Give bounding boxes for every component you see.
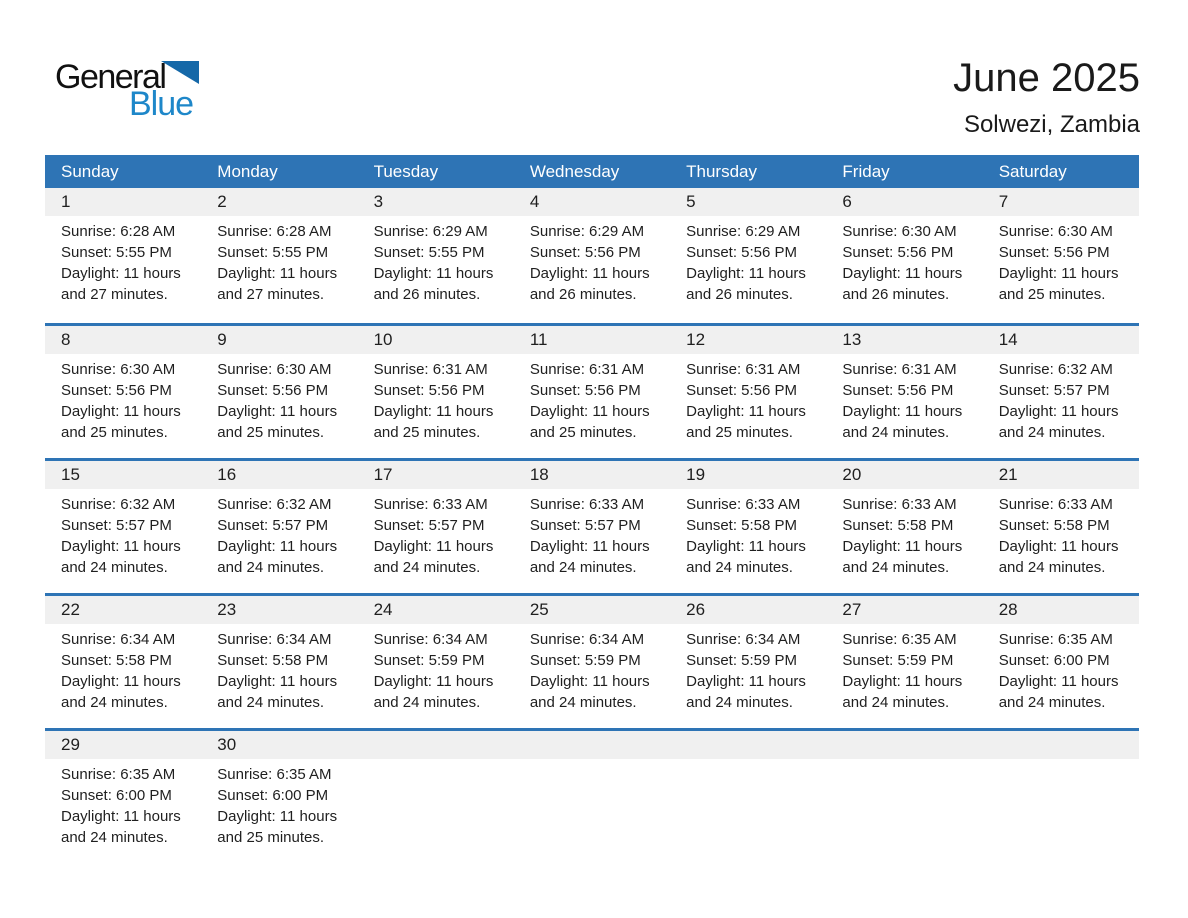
day-number-band	[358, 731, 514, 759]
day-cell-11	[514, 326, 670, 458]
day-info	[514, 624, 670, 713]
daylight-text: Daylight: 11 hours	[373, 403, 494, 420]
day-info	[670, 354, 826, 443]
day-number-band	[45, 596, 201, 624]
sunset-text: Sunset: 5:55 PM	[217, 244, 329, 261]
day-number: 4	[529, 192, 540, 211]
day-number-band	[514, 461, 670, 489]
daylight-text: Daylight: 11 hours	[998, 673, 1119, 690]
day-number: 27	[842, 600, 862, 619]
day-number-band	[45, 326, 201, 354]
daylight-text: Daylight: 11 hours	[998, 538, 1119, 555]
weekday-header-friday: Friday	[842, 161, 890, 181]
day-cell-5	[670, 188, 826, 323]
daylight-text: Daylight: 11 hours	[217, 673, 338, 690]
daylight-text-cont: and 24 minutes.	[373, 694, 481, 711]
day-number-band	[826, 596, 982, 624]
sunset-text: Sunset: 5:57 PM	[529, 517, 641, 534]
daylight-text: Daylight: 11 hours	[686, 538, 806, 555]
day-number-band	[201, 326, 357, 354]
blue-triangle-icon	[161, 61, 199, 84]
day-cell-7	[983, 188, 1139, 323]
daylight-text-cont: and 26 minutes.	[373, 286, 481, 303]
day-cell-6	[826, 188, 982, 323]
sunrise-text: Sunrise: 6:35 AM	[217, 766, 332, 783]
week-row-4	[45, 593, 1139, 728]
day-number-band	[670, 326, 826, 354]
page-header	[0, 0, 1188, 155]
sunrise-text: Sunrise: 6:31 AM	[842, 361, 957, 378]
daylight-text: Daylight: 11 hours	[373, 538, 494, 555]
daylight-text-cont: and 24 minutes.	[61, 829, 168, 846]
sunset-text: Sunset: 5:58 PM	[998, 517, 1110, 534]
sunset-text: Sunset: 6:00 PM	[61, 787, 172, 804]
weekday-header-thursday: Thursday	[686, 161, 758, 181]
daylight-text-cont: and 24 minutes.	[529, 559, 637, 576]
daylight-text: Daylight: 11 hours	[686, 403, 806, 420]
day-number: 17	[373, 465, 393, 484]
day-info	[201, 624, 357, 713]
sunrise-text: Sunrise: 6:29 AM	[686, 223, 801, 240]
day-cell-29	[45, 731, 201, 863]
daylight-text-cont: and 24 minutes.	[217, 694, 325, 711]
daylight-text-cont: and 27 minutes.	[61, 286, 168, 303]
sunrise-text: Sunrise: 6:34 AM	[373, 631, 488, 648]
day-number-band	[670, 461, 826, 489]
day-number-band	[826, 461, 982, 489]
weekday-header-tuesday: Tuesday	[373, 161, 439, 181]
daylight-text: Daylight: 11 hours	[529, 538, 650, 555]
sunrise-text: Sunrise: 6:30 AM	[217, 361, 332, 378]
day-number-band	[983, 731, 1139, 759]
day-number-band	[358, 326, 514, 354]
day-info	[201, 216, 357, 305]
daylight-text-cont: and 25 minutes.	[217, 424, 325, 441]
day-cell-20	[826, 461, 982, 593]
daylight-text: Daylight: 11 hours	[61, 265, 181, 282]
day-cell-22	[45, 596, 201, 728]
day-number-band	[670, 188, 826, 216]
daylight-text-cont: and 24 minutes.	[998, 559, 1106, 576]
day-number-band	[201, 461, 357, 489]
week-row-2	[45, 323, 1139, 458]
daylight-text: Daylight: 11 hours	[842, 538, 963, 555]
day-cell-25	[514, 596, 670, 728]
day-number: 8	[61, 330, 71, 349]
sunrise-text: Sunrise: 6:33 AM	[373, 496, 488, 513]
day-cell-19	[670, 461, 826, 593]
day-info	[201, 489, 357, 578]
daylight-text-cont: and 25 minutes.	[217, 829, 325, 846]
day-number: 26	[686, 600, 706, 619]
weekday-header-wednesday: Wednesday	[529, 161, 620, 181]
sunset-text: Sunset: 5:57 PM	[998, 382, 1110, 399]
daylight-text-cont: and 27 minutes.	[217, 286, 325, 303]
day-info	[358, 624, 514, 713]
day-number-band	[358, 596, 514, 624]
daylight-text: Daylight: 11 hours	[529, 673, 650, 690]
daylight-text-cont: and 24 minutes.	[686, 559, 793, 576]
day-number-band	[514, 326, 670, 354]
day-info	[826, 216, 982, 305]
day-info	[358, 354, 514, 443]
daylight-text-cont: and 24 minutes.	[217, 559, 325, 576]
day-number: 29	[61, 735, 80, 754]
sunset-text: Sunset: 5:59 PM	[842, 652, 954, 669]
sunrise-text: Sunrise: 6:34 AM	[61, 631, 176, 648]
daylight-text-cont: and 24 minutes.	[842, 694, 950, 711]
empty-day-cell	[514, 731, 670, 863]
day-number-band	[514, 188, 670, 216]
day-info	[514, 354, 670, 443]
daylight-text-cont: and 24 minutes.	[373, 559, 481, 576]
sunset-text: Sunset: 5:58 PM	[842, 517, 954, 534]
week-row-1	[45, 188, 1139, 323]
day-info	[670, 216, 826, 305]
daylight-text-cont: and 26 minutes.	[842, 286, 950, 303]
daylight-text: Daylight: 11 hours	[217, 538, 338, 555]
title-block	[953, 55, 1140, 139]
weekday-header-saturday: Saturday	[998, 161, 1067, 181]
day-number: 24	[373, 600, 393, 619]
sunrise-text: Sunrise: 6:35 AM	[61, 766, 176, 783]
day-number-band	[45, 461, 201, 489]
daylight-text-cont: and 25 minutes.	[998, 286, 1106, 303]
day-cell-18	[514, 461, 670, 593]
sunrise-text: Sunrise: 6:28 AM	[61, 223, 176, 240]
day-cell-8	[45, 326, 201, 458]
day-number-band	[45, 188, 201, 216]
daylight-text: Daylight: 11 hours	[61, 403, 181, 420]
sunset-text: Sunset: 5:56 PM	[842, 244, 954, 261]
day-info	[514, 216, 670, 305]
sunset-text: Sunset: 5:55 PM	[373, 244, 485, 261]
day-cell-14	[983, 326, 1139, 458]
sunset-text: Sunset: 6:00 PM	[998, 652, 1110, 669]
daylight-text-cont: and 24 minutes.	[529, 694, 637, 711]
day-number: 9	[217, 330, 227, 349]
day-info	[201, 354, 357, 443]
sunrise-text: Sunrise: 6:31 AM	[529, 361, 645, 378]
day-number-band	[983, 461, 1139, 489]
weekday-header-sunday: Sunday	[61, 161, 119, 181]
day-cell-17	[358, 461, 514, 593]
day-info	[983, 216, 1139, 305]
day-number-band	[514, 731, 670, 759]
sunset-text: Sunset: 5:58 PM	[686, 517, 798, 534]
sunrise-text: Sunrise: 6:33 AM	[686, 496, 801, 513]
day-number-band	[514, 596, 670, 624]
daylight-text-cont: and 25 minutes.	[61, 424, 168, 441]
sunrise-text: Sunrise: 6:33 AM	[842, 496, 957, 513]
day-info	[358, 489, 514, 578]
day-cell-21	[983, 461, 1139, 593]
sunrise-text: Sunrise: 6:32 AM	[998, 361, 1113, 378]
daylight-text-cont: and 25 minutes.	[529, 424, 637, 441]
sunset-text: Sunset: 5:56 PM	[373, 382, 485, 399]
sunrise-text: Sunrise: 6:31 AM	[686, 361, 801, 378]
sunset-text: Sunset: 5:56 PM	[842, 382, 954, 399]
sunrise-text: Sunrise: 6:34 AM	[529, 631, 645, 648]
logo-text-general: General	[55, 58, 166, 96]
week-row-3	[45, 458, 1139, 593]
day-number: 20	[842, 465, 862, 484]
day-cell-27	[826, 596, 982, 728]
sunset-text: Sunset: 5:57 PM	[373, 517, 485, 534]
day-number: 22	[61, 600, 80, 619]
daylight-text: Daylight: 11 hours	[842, 265, 963, 282]
sunrise-text: Sunrise: 6:30 AM	[998, 223, 1113, 240]
sunset-text: Sunset: 5:56 PM	[686, 244, 798, 261]
day-number: 12	[686, 330, 706, 349]
sunset-text: Sunset: 5:58 PM	[217, 652, 329, 669]
sunset-text: Sunset: 5:59 PM	[529, 652, 641, 669]
month-title: June 2025	[953, 56, 1140, 100]
sunset-text: Sunset: 6:00 PM	[217, 787, 329, 804]
daylight-text-cont: and 24 minutes.	[61, 559, 168, 576]
day-info	[983, 489, 1139, 578]
sunset-text: Sunset: 5:59 PM	[686, 652, 798, 669]
day-cell-1	[45, 188, 201, 323]
day-number: 23	[217, 600, 237, 619]
day-cell-24	[358, 596, 514, 728]
day-number: 18	[529, 465, 549, 484]
day-info	[670, 624, 826, 713]
sunrise-text: Sunrise: 6:29 AM	[529, 223, 645, 240]
empty-day-cell	[826, 731, 982, 863]
day-cell-4	[514, 188, 670, 323]
sunrise-text: Sunrise: 6:33 AM	[998, 496, 1113, 513]
daylight-text: Daylight: 11 hours	[217, 808, 338, 825]
sunset-text: Sunset: 5:56 PM	[686, 382, 798, 399]
day-number: 6	[842, 192, 852, 211]
daylight-text-cont: and 24 minutes.	[842, 424, 950, 441]
day-number: 10	[373, 330, 393, 349]
daylight-text-cont: and 25 minutes.	[686, 424, 793, 441]
sunrise-text: Sunrise: 6:33 AM	[529, 496, 645, 513]
day-info	[670, 489, 826, 578]
sunrise-text: Sunrise: 6:30 AM	[61, 361, 176, 378]
day-number: 11	[529, 330, 548, 349]
daylight-text: Daylight: 11 hours	[373, 265, 494, 282]
logo-text-blue: Blue	[129, 85, 194, 123]
day-cell-28	[983, 596, 1139, 728]
daylight-text: Daylight: 11 hours	[61, 673, 181, 690]
day-number: 1	[61, 192, 71, 211]
daylight-text: Daylight: 11 hours	[998, 265, 1119, 282]
day-cell-12	[670, 326, 826, 458]
sunset-text: Sunset: 5:57 PM	[61, 517, 172, 534]
day-number: 21	[998, 465, 1018, 484]
sunset-text: Sunset: 5:59 PM	[373, 652, 485, 669]
day-number-band	[826, 188, 982, 216]
day-cell-16	[201, 461, 357, 593]
day-info	[45, 354, 201, 443]
day-number: 15	[61, 465, 80, 484]
day-cell-3	[358, 188, 514, 323]
sunrise-text: Sunrise: 6:34 AM	[686, 631, 801, 648]
daylight-text: Daylight: 11 hours	[842, 673, 963, 690]
sunset-text: Sunset: 5:56 PM	[529, 382, 641, 399]
day-number-band	[201, 188, 357, 216]
day-info	[45, 759, 201, 848]
day-number-band	[983, 596, 1139, 624]
weekday-header-row	[45, 155, 1139, 188]
day-info	[45, 624, 201, 713]
day-info	[514, 489, 670, 578]
day-cell-23	[201, 596, 357, 728]
day-number-band	[983, 188, 1139, 216]
day-info	[45, 216, 201, 305]
sunset-text: Sunset: 5:58 PM	[61, 652, 172, 669]
day-info	[983, 624, 1139, 713]
location-subtitle: Solwezi, Zambia	[963, 111, 1140, 138]
general-blue-logo	[55, 60, 199, 121]
day-number: 7	[998, 192, 1009, 211]
sunrise-text: Sunrise: 6:29 AM	[373, 223, 488, 240]
sunset-text: Sunset: 5:56 PM	[998, 244, 1110, 261]
day-number: 19	[686, 465, 706, 484]
daylight-text-cont: and 24 minutes.	[686, 694, 793, 711]
sunrise-text: Sunrise: 6:32 AM	[217, 496, 332, 513]
day-info	[45, 489, 201, 578]
day-number: 25	[529, 600, 549, 619]
sunrise-text: Sunrise: 6:31 AM	[373, 361, 488, 378]
daylight-text-cont: and 26 minutes.	[686, 286, 793, 303]
day-number-band	[826, 326, 982, 354]
daylight-text: Daylight: 11 hours	[217, 403, 338, 420]
daylight-text: Daylight: 11 hours	[529, 265, 650, 282]
day-number-band	[201, 731, 357, 759]
sunrise-text: Sunrise: 6:35 AM	[998, 631, 1113, 648]
day-cell-10	[358, 326, 514, 458]
day-info	[826, 354, 982, 443]
day-number-band	[201, 596, 357, 624]
week-row-5	[45, 728, 1139, 863]
daylight-text-cont: and 24 minutes.	[998, 694, 1106, 711]
daylight-text: Daylight: 11 hours	[686, 265, 806, 282]
day-cell-2	[201, 188, 357, 323]
sunset-text: Sunset: 5:55 PM	[61, 244, 172, 261]
day-number: 16	[217, 465, 237, 484]
sunrise-text: Sunrise: 6:30 AM	[842, 223, 957, 240]
calendar-table	[45, 155, 1139, 863]
day-number: 28	[998, 600, 1018, 619]
day-cell-15	[45, 461, 201, 593]
day-number: 13	[842, 330, 862, 349]
day-cell-13	[826, 326, 982, 458]
empty-day-cell	[983, 731, 1139, 863]
daylight-text: Daylight: 11 hours	[998, 403, 1119, 420]
day-cell-9	[201, 326, 357, 458]
day-number-band	[358, 461, 514, 489]
daylight-text-cont: and 24 minutes.	[61, 694, 168, 711]
day-number: 14	[998, 330, 1018, 349]
day-number: 5	[686, 192, 696, 211]
day-number-band	[45, 731, 201, 759]
sunrise-text: Sunrise: 6:35 AM	[842, 631, 957, 648]
daylight-text-cont: and 25 minutes.	[373, 424, 481, 441]
day-number: 2	[217, 192, 227, 211]
daylight-text: Daylight: 11 hours	[61, 538, 181, 555]
empty-day-cell	[358, 731, 514, 863]
daylight-text: Daylight: 11 hours	[217, 265, 338, 282]
day-number: 30	[217, 735, 237, 754]
daylight-text: Daylight: 11 hours	[373, 673, 494, 690]
daylight-text: Daylight: 11 hours	[686, 673, 806, 690]
day-info	[826, 624, 982, 713]
sunset-text: Sunset: 5:57 PM	[217, 517, 329, 534]
weeks-container	[45, 188, 1139, 863]
day-number-band	[983, 326, 1139, 354]
daylight-text-cont: and 24 minutes.	[842, 559, 950, 576]
sunset-text: Sunset: 5:56 PM	[217, 382, 329, 399]
sunrise-text: Sunrise: 6:28 AM	[217, 223, 332, 240]
daylight-text-cont: and 26 minutes.	[529, 286, 637, 303]
sunrise-text: Sunrise: 6:34 AM	[217, 631, 332, 648]
day-number-band	[670, 596, 826, 624]
daylight-text: Daylight: 11 hours	[529, 403, 650, 420]
day-info	[201, 759, 357, 848]
day-number-band	[670, 731, 826, 759]
sunset-text: Sunset: 5:56 PM	[529, 244, 641, 261]
day-cell-26	[670, 596, 826, 728]
empty-day-cell	[670, 731, 826, 863]
sunset-text: Sunset: 5:56 PM	[61, 382, 172, 399]
day-number: 3	[373, 192, 384, 211]
daylight-text-cont: and 24 minutes.	[998, 424, 1106, 441]
daylight-text: Daylight: 11 hours	[61, 808, 181, 825]
day-info	[358, 216, 514, 305]
daylight-text: Daylight: 11 hours	[842, 403, 963, 420]
day-number-band	[358, 188, 514, 216]
day-number-band	[826, 731, 982, 759]
day-info	[983, 354, 1139, 443]
sunrise-text: Sunrise: 6:32 AM	[61, 496, 176, 513]
day-info	[826, 489, 982, 578]
day-cell-30	[201, 731, 357, 863]
weekday-header-monday: Monday	[217, 161, 278, 181]
